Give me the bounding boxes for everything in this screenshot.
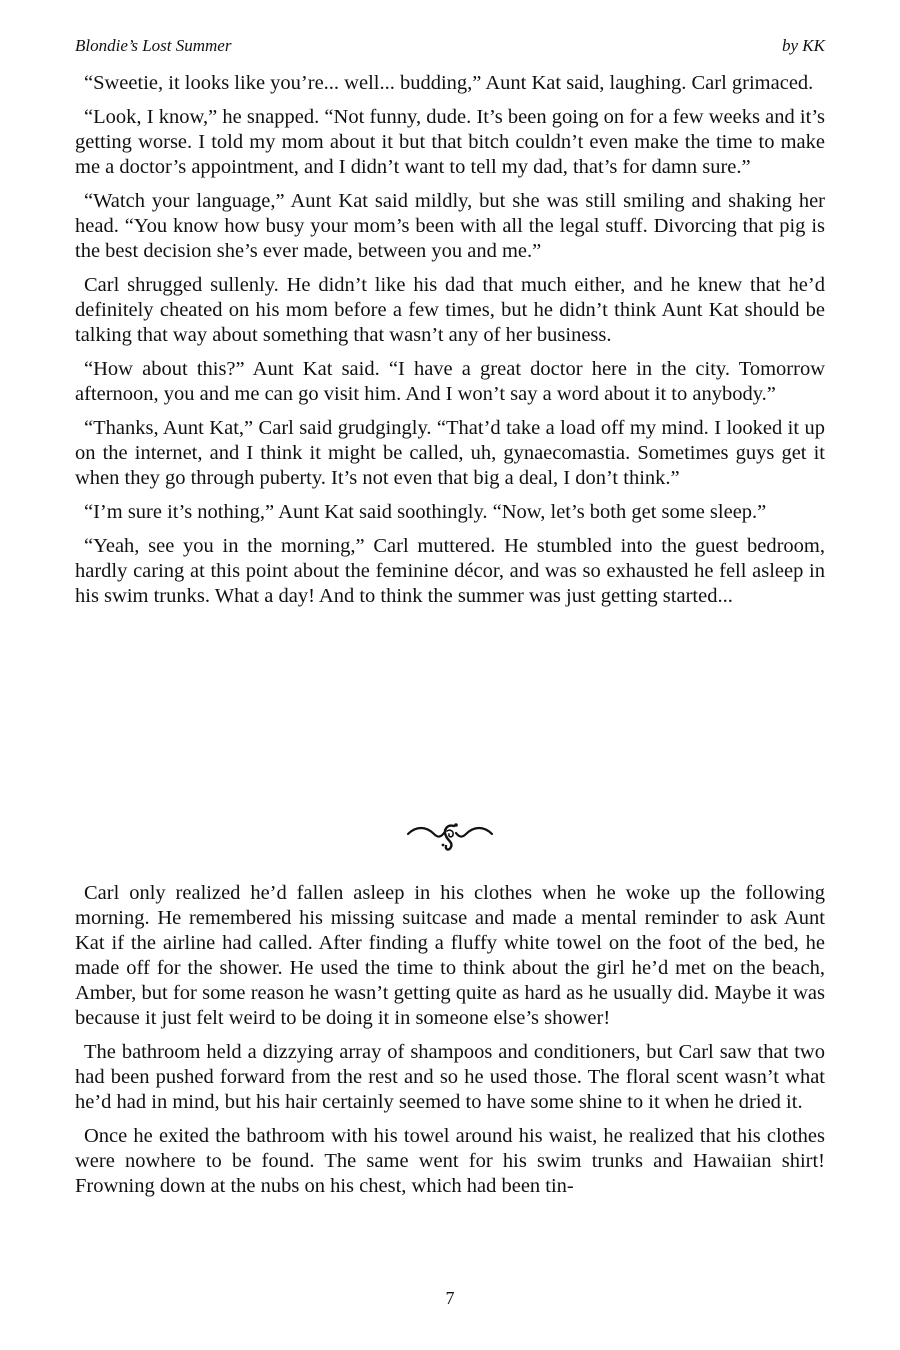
paragraph: “Thanks, Aunt Kat,” Carl said grudgingly. “That’d take a load off my mind. I looked it up on the internet, and I think it might be called, uh, gynaecomastia. Sometimes guys get it when they go through puberty. It’s not even that big a deal, I don’t think.” [75,417,825,489]
paragraph: Once he exited the bathroom with his towel around his waist, he realized that his clothes were nowhere to be found. The same went for his swim trunks and Hawaiian shirt! Frowning down at the nubs on his chest, which had been tin- [75,1125,825,1197]
paragraph: “Look, I know,” he snapped. “Not funny, dude. It’s been going on for a few weeks and it’s getting worse. I told my mom about it but that bitch couldn’t even make the time to make me a doctor’s appointment, and I didn’t want to tell my dad, that’s for damn sure.” [75,106,825,178]
paragraph: The bathroom held a dizzying array of shampoos and conditioners, but Carl saw that two had been pushed forward from the rest and so he used those. The floral scent wasn’t what he’d had in mind, but his hair certainly seemed to have some shine to it when he dried it. [75,1041,825,1113]
paragraph: “I’m sure it’s nothing,” Aunt Kat said soothingly. “Now, let’s both get some sleep.” [84,501,767,523]
page-number: 7 [445,1288,455,1308]
paragraph: “Watch your language,” Aunt Kat said mildly, but she was still smiling and shaking her head. “You know how busy your mom’s been with all the legal stuff. Divorcing that pig is the best decision she’s ever made, between you and me.” [75,190,825,262]
paragraph: Carl shrugged sullenly. He didn’t like his dad that much either, and he knew that he’d definitely cheated on his mom before a few times, but he didn’t think Aunt Kat should be talking that way about something that wasn’t any of her business. [75,274,825,346]
text-block-after-break [75,881,825,1208]
text-block-before-break [75,71,825,618]
running-header [75,36,825,58]
scene-break-flourish-icon [400,818,500,854]
paragraph: “Yeah, see you in the morning,” Carl muttered. He stumbled into the guest bedroom, hardly caring at this point about the feminine décor, and was so exhausted he fell asleep in his swim trunks. What a day! And to think the summer was just getting started... [75,535,825,607]
book-title: Blondie’s Lost Summer [75,36,232,55]
paragraph: “Sweetie, it looks like you’re... well... budding,” Aunt Kat said, laughing. Carl grimaced. [84,72,814,94]
paragraph: “How about this?” Aunt Kat said. “I have a great doctor here in the city. Tomorrow afternoon, you and me can go visit him. And I won’t say a word about it to anybody.” [75,358,825,405]
author-credit: by KK [782,36,825,55]
paragraph: Carl only realized he’d fallen asleep in his clothes when he woke up the following morning. He remembered his missing suitcase and made a mental reminder to ask Aunt Kat if the airline had called. After finding a fluffy white towel on the foot of the bed, he made off for the shower. He used the time to think about the girl he’d met on the beach, Amber, but for some reason he wasn’t getting quite as hard as he usually did. Maybe it was because it just felt weird to be doing it in someone else’s shower! [75,882,825,1029]
